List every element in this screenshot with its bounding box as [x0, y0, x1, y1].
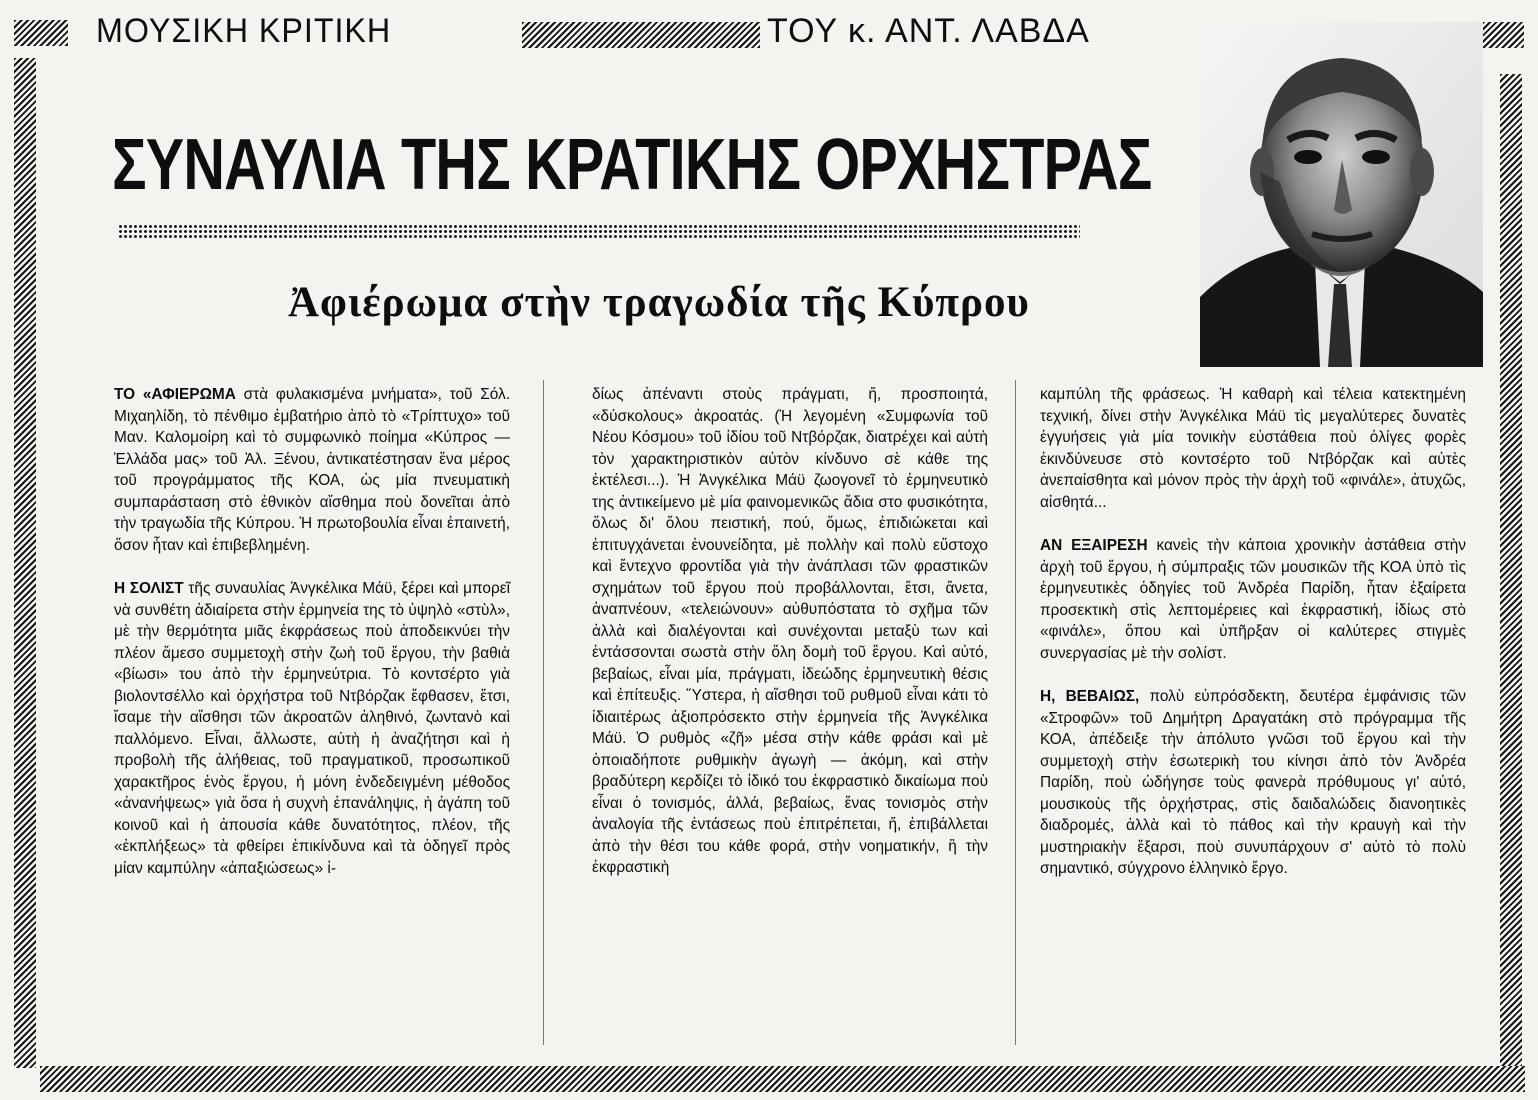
paragraph-lead: ΤΟ «ΑΦΙΕΡΩΜΑ — [114, 386, 236, 403]
paragraph — [1040, 686, 1466, 880]
hatch-border-top-right — [1476, 22, 1524, 48]
column-divider — [543, 380, 544, 1045]
paragraph-text: πολὺ εὐπρόσδεκτη, δευτέρα ἐμφάνισις τῶν «Στροφῶν» τοῦ Δημήτρη Δραγατάκη στὸ πρόγραμμα τῆς ΚΟΑ, ἀπέδειξε τὴν ἀπόλυτο γνῶσι τοῦ ἔργου καὶ τὴν συμμετοχὴ στὴν ἐσωτερικὴ του κίνησι ἀπὸ τὸν Ἀνδρέα Παρίδη, ποὺ ὡδήγησε τοὺς φανερὰ πρόθυμους γι' αὐτό, μουσικοὺς τῆς ὀρχήστρας, στὶς δαιδαλώδεις διανοητικὲς διαδρομές, ἀλλὰ καὶ τὸ πάθος καὶ τὴν κραυγὴ καὶ τὴν μυστηριακὴν ἔξαρσι, ποὺ συνυπάρχουν σ' αὐτὸ τὸ πολὺ σημαντικό, σύγχρονο ἑλληνικὸ ἔργο. — [1040, 688, 1466, 877]
paragraph-text: τῆς συναυλίας Ἀνγκέλικα Μάϋ, ξέρει καὶ μπορεῖ νὰ συνθέτη ἀδιαίρετα στὴν ἑρμηνεία της τὸ ὑψηλὸ «στὺλ», μὲ τὴν θερμότητα μιᾶς ἐκφράσεως ποὺ ἀποδεικνύει τὴν πλέον ἄμεσο συμμετοχὴ στὴν ζωὴ τοῦ ἔργου, τὴν βαθιὰ «βίωσι» του ἀπὸ τὴν ἑρμηνεύτρια. Τὸ κοντσέρτο γιὰ βιολοντσέλλο καὶ ὀρχήστρα τοῦ Ντβόρζακ ἔφθασεν, ἔτσι, ἴσαμε τὴν αἴσθησι τῶν ἀκροατῶν ἀληθινό, ζωντανὸ καὶ παλλόμενο. Εἶναι, ἄλλωστε, αὐτὴ ἡ ἀναζήτησι καὶ ἡ προβολὴ τῆς ἀλήθειας, τοῦ πραγματικοῦ, προσωπικοῦ χαρακτῆρος ἑνὸς ἔργου, ἡ μόνη ἐνδεδειγμένη μέθοδος «ἀνανήψεως» γιὰ ὅσα ἡ συχνὴ ἐπανάληψις, ἡ ἀγάπη τοῦ κοινοῦ καὶ ἡ ἀπουσία κάθε δυνατότητος, πλέον, τῆς «ἐκπλήξεως» τὰ φθείρει ἐπικίνδυνα καὶ τὰ ὁδηγεῖ πρὸς μίαν καμπύλην «ἀπαξιώσεως» ἰ- — [114, 580, 510, 877]
hatch-border-top-middle — [522, 22, 760, 48]
hatch-border-right — [1500, 74, 1522, 1070]
article-column-3 — [1040, 384, 1466, 902]
hatch-border-left — [14, 58, 36, 1068]
article-subtitle: Ἀφιέρωμα στὴν τραγωδία τῆς Κύπρου — [288, 279, 1030, 326]
article-column-1 — [114, 384, 510, 901]
paragraph-text: δίως ἀπέναντι στοὺς πράγματι, ἤ, προσποιητά, «δύσκολους» ἀκροατάς. (Ἡ λεγομένη «Συμφωνία τοῦ Νέου Κόσμου» τοῦ ἰδίου τοῦ Ντβόρζακ, διατρέχει καὶ αὐτὴ τὸν χαρακτηριστικὸν αὐτὸν κίνδυνο σὲ κάθε της ἐκτέλεσι...). Ἡ Ἀνγκέλικα Μάϋ ζωογονεῖ τὸ ἑρμηνευτικὸ της ἀντικείμενο μὲ μία φαινομενικῶς ἄδια στο φυσικότητα, ὅλως δι' ὅλου πειστική, πού, ὅμως, ἐπιδιώκεται καὶ ἐπιτυγχάνεται ἐνουνείδητα, μὲ πολλὴν καὶ πολὺ εὔστοχο καὶ ἔντεχνο φροντίδα γιὰ τὴν ἀνάπλασι τῶν φραστικῶν σχημάτων τοῦ ἔργου ποὺ προβάλλονται, ἔτσι, ἄνετα, ἀναπνέουν, «τελειώνουν» αὐθυπόστατα τὸ σχῆμα τῶν ἀλλὰ καὶ διαλέγονται καὶ συνέχονται μεταξὺ των καὶ ἐντάσσονται σωστὰ στὴν ὅλη δομὴ τοῦ ἔργου. Καὶ αὐτό, βεβαίως, εἶναι μία, πράγματι, ἰδεώδης ἑρμηνευτικὴ θέσις καὶ ἐπίτευξις. Ὕστερα, ἡ αἴσθησι τοῦ ρυθμοῦ εἶναι κάτι τὸ ἰδιαιτέρως ἀξιοπρόσεκτο στὴν ἑρμηνεία τῆς Ἀνγκέλικα Μάϋ. Ὁ ρυθμὸς «ζῆ» μέσα στὴν κάθε φράσι καὶ μὲ ὁποιαδήποτε ρυθμικὴν ἀγωγὴ — ἀκόμη, καὶ στὴν βραδύτερη κερδίζει τὸ ἰδικό του ἐκφραστικὸ δικαίωμα ποὺ εἶναι ὁ τονισμός, ἀλλά, βεβαίως, ἕνας τονισμὸς στὴν ἀναλογία τῆς ἐντάσεως ποὺ ἐπιτρέπεται, ἤ, ἐπιβάλλεται ἀπὸ τὴν θέσι του κάθε φορά, στὴν νοηματικήν, ἢ τὴν ἐκφραστικὴ — [592, 386, 988, 876]
paragraph-text: καμπύλη τῆς φράσεως. Ἡ καθαρὴ καὶ τέλεια κατεκτημένη τεχνική, δίνει στὴν Ἀνγκέλικα Μάϋ τὶς μεγαλύτερες δυνατὲς ἐγγυήσεις γιὰ μία τονικὴν εὐστάθεια ποὺ ὀλίγες φορὲς ἐκινδύνευσε στὸ κοντσέρτο τοῦ Ντβόρζακ καὶ αὐτὲς ἀνεπαίσθητα καὶ μόνον πρὸς τὴν ἀρχὴ τοῦ «φινάλε», ἀτυχῶς, αἰσθητά... — [1040, 386, 1466, 511]
paragraph — [1040, 535, 1466, 664]
paragraph-lead: Η ΣΟΛΙΣΤ — [114, 580, 184, 597]
author-byline: ΤΟΥ κ. ΑΝΤ. ΛΑΒΔΑ — [767, 12, 1090, 50]
article-title: ΣΥΝΑΥΛΙΑ ΤΗΣ ΚΡΑΤΙΚΗΣ ΟΡΧΗΣΤΡΑΣ — [112, 125, 1152, 205]
column-divider — [1015, 380, 1016, 1045]
paragraph-lead: ΑΝ ΕΞΑΙΡΕΣΗ — [1040, 537, 1148, 554]
paragraph — [114, 384, 510, 556]
section-label: ΜΟΥΣΙΚΗ ΚΡΙΤΙΚΗ — [96, 12, 392, 50]
paragraph — [1040, 384, 1466, 513]
author-portrait-icon — [1200, 22, 1483, 367]
article-column-2 — [592, 384, 988, 901]
hatch-border-bottom — [40, 1066, 1525, 1092]
hatch-border-top-left — [14, 20, 68, 46]
paragraph — [592, 384, 988, 879]
paragraph-text: στὰ φυλακισμένα μνήματα», τοῦ Σόλ. Μιχαηλίδη, τὸ πένθιμο ἐμβατήριο ἀπὸ τὸ «Τρίπτυχο» τοῦ Μαν. Καλομοίρη καὶ τὸ συμφωνικὸ ποίημα «Κύπρος — Ἑλλάδα μας» τοῦ Ἀλ. Ξένου, ἀντικατέστησαν ἕνα μέρος τοῦ προγράμματος τῆς ΚΟΑ, ὡς μία πνευματικὴ συμπαράσταση στὸ ἐθνικὸν αἴσθημα ποὺ δονεῖται ἀπὸ τὴν τραγωδία τῆς Κύπρου. Ἡ πρωτοβουλία εἶναι ἐπαινετή, ὅσον ἦταν καὶ ἐπιβεβλημένη. — [114, 386, 510, 554]
paragraph-lead: Η, ΒΕΒΑΙΩΣ, — [1040, 688, 1140, 705]
paragraph-text: κανεὶς τὴν κάποια χρονικὴν ἀστάθεια στὴν ἀρχὴ τοῦ ἔργου, ἡ σύμπραξις τῶν μουσικῶν τῆς ΚΟΑ ὑπὸ τὶς ἑρμηνευτικὲς ὁδηγίες τοῦ Ἀνδρέα Παρίδη, ἦταν ἐξαίρετα προσεκτικὴ στὶς λεπτομέρειες καὶ ἐκφραστική, ἰδίως στὸ «φινάλε», ὅπου καὶ ὑπῆρξαν οἱ καλύτερες στιγμὲς συνεργασίας μὲ τὴν σολίστ. — [1040, 537, 1466, 662]
dotted-divider — [118, 224, 1080, 238]
paragraph — [114, 578, 510, 879]
